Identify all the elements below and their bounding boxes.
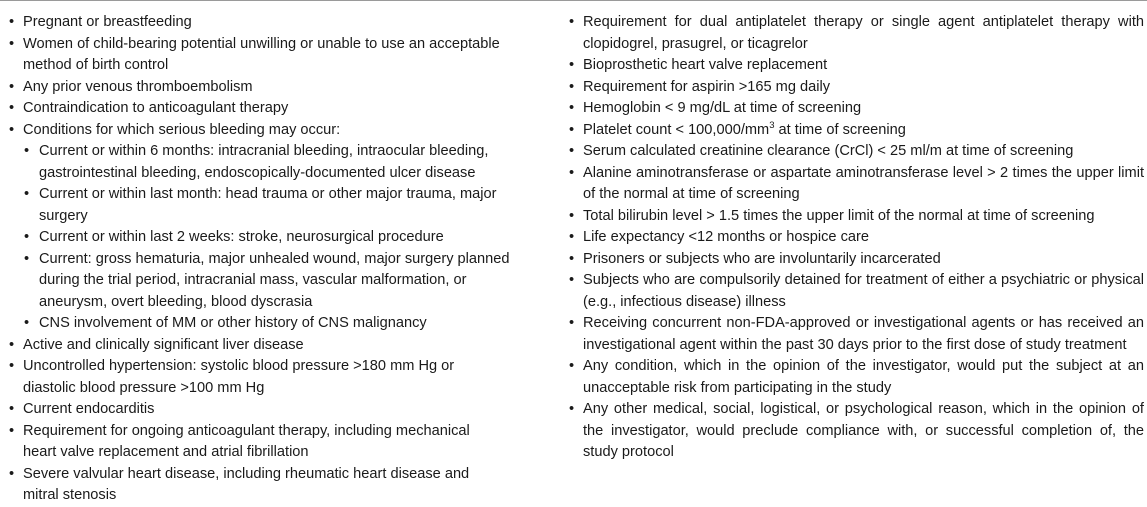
list-item: • Subjects who are compulsorily detained for treatment of either a psychiatric or physical (e.g., infectious disease) illness xyxy=(568,270,1144,313)
list-item: • Pregnant or breastfeeding xyxy=(8,12,548,34)
list-item: • Contraindication to anticoagulant therapy xyxy=(8,98,548,120)
list-item: • Hemoglobin < 9 mg/dL at time of screening xyxy=(568,98,1144,120)
list-item: • Prisoners or subjects who are involuntarily incarcerated xyxy=(568,249,1144,271)
list-item: • Any other medical, social, logistical, or psychological reason, which in the opinion of the investigator, would preclude compliance with, or successful completion of, the study protocol xyxy=(568,399,1144,464)
list-item: • Requirement for dual antiplatelet therapy or single agent antiplatelet therapy with clopidogrel, prasugrel, or ticagrelor xyxy=(568,12,1144,55)
sub-list-item: • Current or within 6 months: intracranial bleeding, intraocular bleeding, gastrointestinal bleeding, endoscopically-documented ulcer disease xyxy=(8,141,517,184)
list-item: • Receiving concurrent non-FDA-approved or investigational agents or has received an investigational agent within the past 30 days prior to the first dose of study treatment xyxy=(568,313,1144,356)
list-item: • Life expectancy <12 months or hospice care xyxy=(568,227,1144,249)
list-item: • Alanine aminotransferase or aspartate aminotransferase level > 2 times the upper limit of the normal at time of screening xyxy=(568,163,1144,206)
list-item: • Bioprosthetic heart valve replacement xyxy=(568,55,1144,77)
sub-list-item: • CNS involvement of MM or other history of CNS malignancy xyxy=(8,313,548,335)
superscript: 3 xyxy=(769,119,775,131)
list-item: • Uncontrolled hypertension: systolic blood pressure >180 mm Hg or diastolic blood pressure >100 mm Hg xyxy=(8,356,483,399)
list-item: • Platelet count < $100,000/mm^3$ at time of screening xyxy=(568,120,1144,142)
list-item: • Conditions for which serious bleeding may occur: xyxy=(8,120,548,142)
list-item: • Women of child-bearing potential unwilling or unable to use an acceptable method of birth control xyxy=(8,34,548,77)
list-item: • Requirement for aspirin >165 mg daily xyxy=(568,77,1144,99)
right-column xyxy=(568,12,1144,464)
list-item: • Severe valvular heart disease, including rheumatic heart disease and mitral stenosis xyxy=(8,464,503,507)
sub-list-item: • Current or within last month: head trauma or other major trauma, major surgery xyxy=(8,184,515,227)
list-item: • Current endocarditis xyxy=(8,399,548,421)
left-column xyxy=(8,12,548,507)
list-item: • Total bilirubin level > 1.5 times the upper limit of the normal at time of screening xyxy=(568,206,1144,228)
list-item: • Serum calculated creatinine clearance (CrCl) < 25 ml/m at time of screening xyxy=(568,141,1144,163)
sub-list-item: • Current or within last 2 weeks: stroke, neurosurgical procedure xyxy=(8,227,548,249)
list-item: • Any condition, which in the opinion of the investigator, would put the subject at an unacceptable risk from participating in the study xyxy=(568,356,1144,399)
sub-list-item: • Current: gross hematuria, major unhealed wound, major surgery planned during the trial period, intracranial mass, vascular malformation, or aneurysm, overt bleeding, blood dyscrasia xyxy=(8,249,515,314)
list-item: • Any prior venous thromboembolism xyxy=(8,77,548,99)
left-criteria-list xyxy=(8,12,548,507)
list-item: • Active and clinically significant liver disease xyxy=(8,335,548,357)
list-item: • Requirement for ongoing anticoagulant therapy, including mechanical heart valve replacement and atrial fibrillation xyxy=(8,421,503,464)
right-criteria-list xyxy=(568,12,1144,464)
